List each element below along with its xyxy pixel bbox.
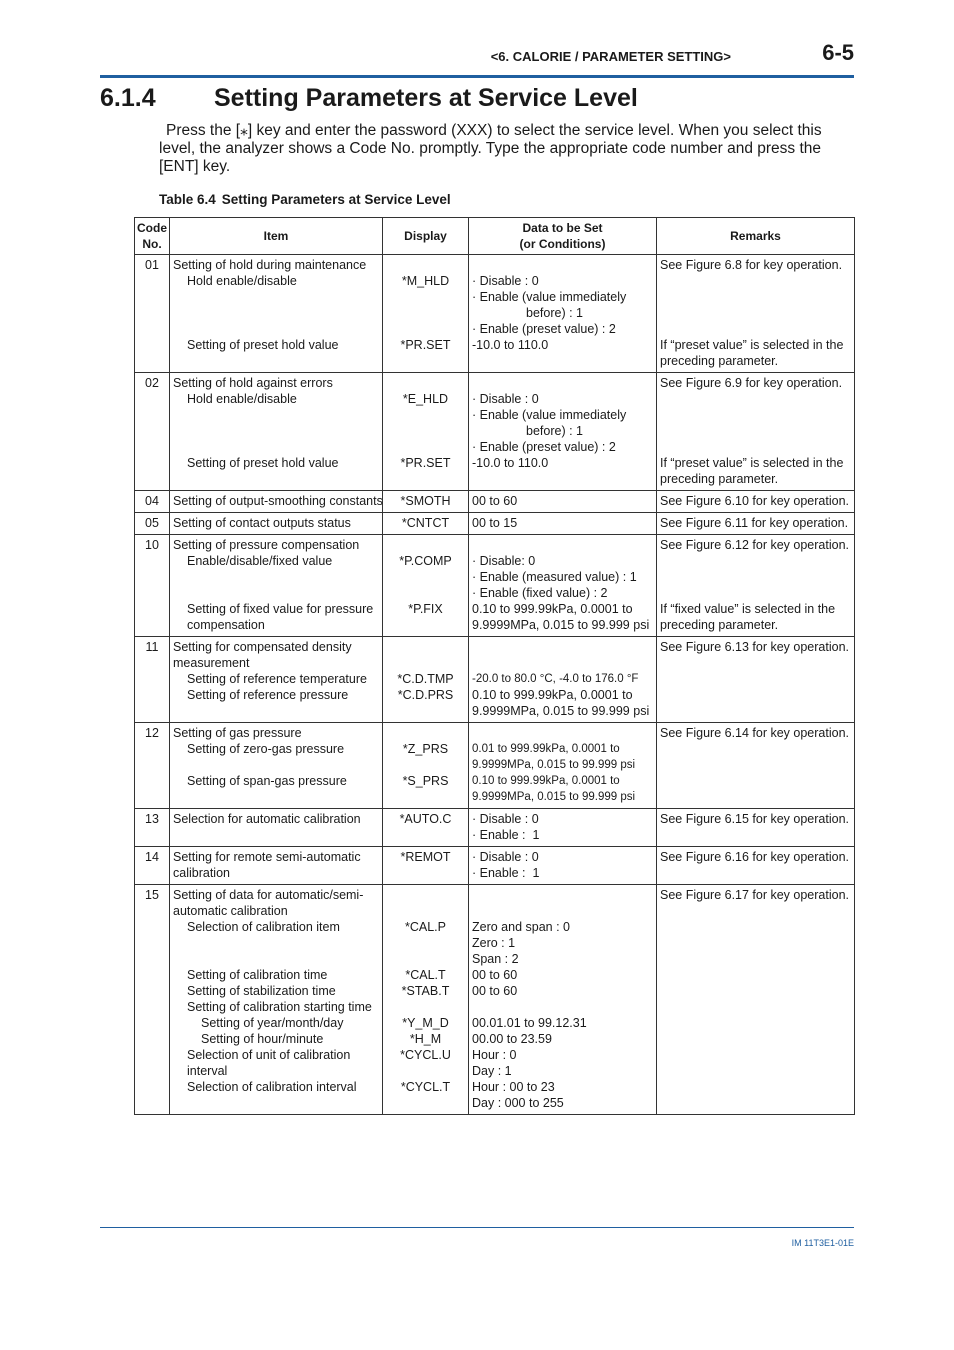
- data-line: Hour : 00 to 23: [472, 1080, 555, 1094]
- intro-paragraph: [159, 122, 859, 176]
- item-line: Hold enable/disable: [187, 274, 297, 288]
- remarks-line: [660, 687, 851, 703]
- section-heading: [100, 84, 854, 113]
- item-line: Setting of preset hold value: [187, 456, 339, 470]
- header-section-title: <6. CALORIE / PARAMETER SETTING>: [490, 49, 731, 64]
- display-cell: [383, 847, 469, 885]
- data-cell: [469, 255, 657, 373]
- item-cell: [170, 723, 383, 809]
- code-no-cell: 15: [135, 885, 170, 1115]
- data-line: Hour : 0: [472, 1048, 517, 1062]
- display-line: [386, 1095, 465, 1111]
- data-line: 9.9999MPa, 0.015 to 99.999 psi: [472, 759, 636, 771]
- remarks-cell: [657, 847, 855, 885]
- remarks-line: [660, 773, 851, 789]
- item-line: [173, 951, 379, 967]
- display-line: *REMOT: [400, 850, 451, 864]
- display-cell: [383, 255, 469, 373]
- display-line: *SMOTH: [400, 494, 451, 508]
- asterisk-key-glyph: ⁎: [240, 122, 248, 139]
- display-line: *CYCL.T: [400, 1080, 451, 1094]
- remarks-line: preceding parameter.: [660, 618, 779, 632]
- item-line: [173, 407, 379, 423]
- code-no-cell: 01: [135, 255, 170, 373]
- item-line: [173, 353, 379, 369]
- table-caption-label: Table 6.4: [159, 192, 216, 207]
- display-cell: [383, 809, 469, 847]
- item-cell: [170, 373, 383, 491]
- display-line: [386, 703, 465, 719]
- display-cell: [383, 513, 469, 535]
- display-cell: [383, 723, 469, 809]
- remarks-cell: [657, 723, 855, 809]
- display-line: [386, 617, 465, 633]
- item-line: Setting of year/month/day: [201, 1016, 344, 1030]
- data-line: 00 to 60: [472, 968, 518, 982]
- item-line: compensation: [187, 618, 265, 632]
- remarks-line: See Figure 6.14 for key operation.: [660, 726, 850, 740]
- remarks-line: See Figure 6.17 for key operation.: [660, 888, 850, 902]
- table-row: [135, 373, 855, 491]
- header-page-number: 6-5: [822, 40, 854, 65]
- display-line: [386, 1063, 465, 1079]
- table-row: [135, 491, 855, 513]
- item-line: Hold enable/disable: [187, 392, 297, 406]
- display-line: *CNTCT: [401, 516, 450, 530]
- remarks-line: [660, 827, 851, 843]
- data-line: 00 to 60: [472, 984, 518, 998]
- data-cell: [469, 491, 657, 513]
- display-line: *CAL.P: [405, 920, 446, 934]
- display-line: [386, 655, 465, 671]
- item-cell: [170, 637, 383, 723]
- display-line: [386, 951, 465, 967]
- table-header-row: [135, 218, 855, 255]
- data-line: Day : 000 to 255: [472, 1096, 564, 1110]
- table-row: [135, 809, 855, 847]
- item-cell: [170, 491, 383, 513]
- data-line: [472, 655, 653, 671]
- display-cell: [383, 491, 469, 513]
- item-line: [173, 827, 379, 843]
- item-line: calibration: [173, 866, 230, 880]
- data-line: [472, 257, 653, 273]
- item-line: Setting of pressure compensation: [173, 538, 360, 552]
- data-line: · Enable : 1: [472, 866, 540, 880]
- data-cell: [469, 513, 657, 535]
- item-line: Setting of hold during maintenance: [173, 258, 367, 272]
- display-line: [386, 569, 465, 585]
- table-row: [135, 255, 855, 373]
- remarks-line: See Figure 6.8 for key operation.: [660, 258, 843, 272]
- header-code-no: [135, 218, 170, 255]
- data-line: before) : 1: [526, 306, 583, 320]
- remarks-line: [660, 1079, 851, 1095]
- remarks-cell: [657, 535, 855, 637]
- remarks-line: [660, 1095, 851, 1111]
- intro-text-before-key: Press the [: [166, 122, 241, 139]
- code-no-cell: 12: [135, 723, 170, 809]
- header-remarks: Remarks: [657, 218, 855, 255]
- item-line: [173, 789, 379, 805]
- item-line: Setting of stabilization time: [187, 984, 336, 998]
- item-line: Selection of calibration item: [187, 920, 340, 934]
- remarks-line: [660, 553, 851, 569]
- display-line: [386, 257, 465, 273]
- data-line: · Enable (preset value) : 2: [472, 322, 616, 336]
- header-data-to-be-set: [469, 218, 657, 255]
- code-no-cell: 05: [135, 513, 170, 535]
- remarks-line: [660, 321, 851, 337]
- remarks-line: See Figure 6.12 for key operation.: [660, 538, 850, 552]
- item-line: [173, 569, 379, 585]
- service-level-parameters-table: [134, 217, 855, 1115]
- data-line: · Enable (preset value) : 2: [472, 440, 616, 454]
- remarks-cell: [657, 885, 855, 1115]
- remarks-cell: [657, 491, 855, 513]
- data-line: 9.9999MPa, 0.015 to 99.999 psi: [472, 618, 650, 632]
- remarks-cell: [657, 373, 855, 491]
- display-line: *Y_M_D: [402, 1016, 449, 1030]
- display-line: *Z_PRS: [402, 742, 449, 756]
- display-line: [386, 439, 465, 455]
- item-line: Setting of calibration starting time: [187, 1000, 372, 1014]
- remarks-line: [660, 903, 851, 919]
- data-line: [472, 999, 653, 1015]
- data-line: [472, 537, 653, 553]
- display-line: [386, 423, 465, 439]
- item-line: Setting of reference pressure: [187, 688, 349, 702]
- display-line: [386, 865, 465, 881]
- remarks-line: [660, 423, 851, 439]
- item-line: Setting of reference temperature: [187, 672, 367, 686]
- code-no-cell: 04: [135, 491, 170, 513]
- display-line: *CAL.T: [405, 968, 446, 982]
- item-line: [173, 585, 379, 601]
- display-line: *AUTO.C: [399, 812, 452, 826]
- remarks-line: See Figure 6.10 for key operation.: [660, 494, 850, 508]
- display-line: [386, 537, 465, 553]
- display-line: [386, 639, 465, 655]
- item-line: Setting for remote semi-automatic: [173, 850, 361, 864]
- section-number: 6.1.4: [100, 84, 156, 112]
- display-line: *C.D.TMP: [397, 672, 454, 686]
- remarks-line: See Figure 6.13 for key operation.: [660, 640, 850, 654]
- code-no-cell: 10: [135, 535, 170, 637]
- table-row: [135, 885, 855, 1115]
- display-line: [386, 789, 465, 805]
- data-cell: [469, 637, 657, 723]
- item-cell: [170, 885, 383, 1115]
- data-line: · Enable (value immediately: [472, 290, 627, 304]
- data-line: · Disable : 0: [472, 850, 539, 864]
- display-line: [386, 935, 465, 951]
- item-cell: [170, 847, 383, 885]
- data-line: · Enable (fixed value) : 2: [472, 586, 608, 600]
- remarks-line: [660, 983, 851, 999]
- display-line: [386, 407, 465, 423]
- data-line: 0.10 to 999.99kPa, 0.0001 to: [472, 775, 620, 787]
- remarks-line: preceding parameter.: [660, 472, 779, 486]
- display-line: *PR.SET: [400, 338, 451, 352]
- item-line: [173, 703, 379, 719]
- data-line: 00.00 to 23.59: [472, 1032, 552, 1046]
- remarks-cell: [657, 809, 855, 847]
- remarks-line: [660, 999, 851, 1015]
- item-cell: [170, 809, 383, 847]
- remarks-line: [660, 789, 851, 805]
- data-line: · Enable : 1: [472, 828, 540, 842]
- remarks-line: [660, 289, 851, 305]
- remarks-line: [660, 967, 851, 983]
- header-display: Display: [383, 218, 469, 255]
- display-line: *C.D.PRS: [397, 688, 454, 702]
- item-cell: [170, 255, 383, 373]
- item-line: Setting of zero-gas pressure: [187, 742, 345, 756]
- item-line: Setting of fixed value for pressure: [187, 602, 374, 616]
- item-line: automatic calibration: [173, 904, 288, 918]
- remarks-line: See Figure 6.16 for key operation.: [660, 850, 850, 864]
- remarks-line: [660, 757, 851, 773]
- data-cell: [469, 885, 657, 1115]
- item-line: Setting of data for automatic/semi-: [173, 888, 364, 902]
- item-line: Selection of calibration interval: [187, 1080, 357, 1094]
- code-no-cell: 02: [135, 373, 170, 491]
- display-line: [386, 725, 465, 741]
- page-footer: [100, 1227, 854, 1248]
- display-line: [386, 827, 465, 843]
- display-line: *P.FIX: [408, 602, 443, 616]
- data-line: [472, 725, 653, 741]
- display-cell: [383, 373, 469, 491]
- remarks-line: [660, 1063, 851, 1079]
- display-line: *H_M: [409, 1032, 442, 1046]
- display-cell: [383, 885, 469, 1115]
- display-cell: [383, 535, 469, 637]
- display-line: [386, 321, 465, 337]
- remarks-line: See Figure 6.9 for key operation.: [660, 376, 843, 390]
- display-line: [386, 375, 465, 391]
- item-line: [173, 1095, 379, 1111]
- item-line: measurement: [173, 656, 250, 670]
- remarks-line: See Figure 6.11 for key operation.: [660, 516, 849, 530]
- data-line: [472, 353, 653, 369]
- display-line: *E_HLD: [402, 392, 449, 406]
- item-line: interval: [187, 1064, 228, 1078]
- remarks-line: [660, 391, 851, 407]
- display-line: [386, 353, 465, 369]
- remarks-line: [660, 439, 851, 455]
- item-line: [173, 321, 379, 337]
- data-line: 00 to 60: [472, 494, 518, 508]
- data-line: Day : 1: [472, 1064, 512, 1078]
- remarks-line: If “preset value” is selected in the: [660, 338, 844, 352]
- data-cell: [469, 809, 657, 847]
- section-title: Setting Parameters at Service Level: [214, 84, 638, 112]
- table-caption-title: Setting Parameters at Service Level: [221, 192, 451, 207]
- data-line: -10.0 to 110.0: [472, 456, 549, 470]
- item-line: Selection for automatic calibration: [173, 812, 361, 826]
- display-line: [386, 903, 465, 919]
- remarks-line: [660, 741, 851, 757]
- intro-text-after-key: ] key and enter the password (XXX) to select the service level. When you select this level, the analyzer shows a Code No. promptly. Type the appropriate code number and press the [ENT] key.: [159, 122, 822, 175]
- remarks-line: [660, 273, 851, 289]
- item-cell: [170, 535, 383, 637]
- data-line: -10.0 to 110.0: [472, 338, 549, 352]
- remarks-line: [660, 951, 851, 967]
- code-no-cell: 13: [135, 809, 170, 847]
- display-cell: [383, 637, 469, 723]
- code-no-cell: 11: [135, 637, 170, 723]
- header-data-to-be-set-text: Data to be Set (or Conditions): [519, 221, 606, 251]
- display-line: *STAB.T: [401, 984, 450, 998]
- remarks-line: preceding parameter.: [660, 354, 779, 368]
- data-line: · Disable : 0: [472, 392, 539, 406]
- remarks-line: [660, 585, 851, 601]
- table-caption: [159, 192, 451, 207]
- data-line: 0.10 to 999.99kPa, 0.0001 to: [472, 688, 633, 702]
- item-line: Setting for compensated density: [173, 640, 352, 654]
- table-row: [135, 723, 855, 809]
- item-line: Setting of output-smoothing constants: [173, 494, 383, 508]
- display-line: *M_HLD: [401, 274, 450, 288]
- remarks-line: [660, 919, 851, 935]
- display-line: [386, 305, 465, 321]
- item-line: [173, 471, 379, 487]
- code-no-cell: 14: [135, 847, 170, 885]
- footer-document-id: IM 11T3E1-01E: [791, 1238, 854, 1248]
- remarks-line: [660, 305, 851, 321]
- display-line: [386, 887, 465, 903]
- item-line: Setting of preset hold value: [187, 338, 339, 352]
- data-cell: [469, 723, 657, 809]
- display-line: [386, 757, 465, 773]
- display-line: [386, 471, 465, 487]
- table-row: [135, 513, 855, 535]
- table-row: [135, 535, 855, 637]
- remarks-line: [660, 569, 851, 585]
- item-line: [173, 439, 379, 455]
- item-line: Enable/disable/fixed value: [187, 554, 333, 568]
- data-line: · Disable: 0: [472, 554, 536, 568]
- item-cell: [170, 513, 383, 535]
- remarks-line: [660, 935, 851, 951]
- data-line: · Enable (value immediately: [472, 408, 627, 422]
- item-line: Setting of calibration time: [187, 968, 328, 982]
- data-cell: [469, 535, 657, 637]
- remarks-cell: [657, 255, 855, 373]
- item-line: [173, 757, 379, 773]
- data-line: 9.9999MPa, 0.015 to 99.999 psi: [472, 791, 636, 803]
- display-line: [386, 999, 465, 1015]
- data-line: Span : 2: [472, 952, 519, 966]
- remarks-line: [660, 1031, 851, 1047]
- data-line: [472, 639, 653, 655]
- display-line: *CYCL.U: [400, 1048, 451, 1062]
- item-line: [173, 423, 379, 439]
- data-cell: [469, 847, 657, 885]
- display-line: [386, 289, 465, 305]
- data-line: · Enable (measured value) : 1: [472, 570, 637, 584]
- remarks-line: If “preset value” is selected in the: [660, 456, 844, 470]
- data-line: [472, 471, 653, 487]
- data-line: [472, 903, 653, 919]
- data-line: Zero and span : 0: [472, 920, 570, 934]
- table-row: [135, 637, 855, 723]
- item-line: Setting of span-gas pressure: [187, 774, 347, 788]
- page-header: [100, 40, 854, 78]
- display-line: *P.COMP: [399, 554, 452, 568]
- data-line: [472, 887, 653, 903]
- table-row: [135, 847, 855, 885]
- item-line: [173, 305, 379, 321]
- item-line: Selection of unit of calibration: [187, 1048, 351, 1062]
- item-line: [173, 289, 379, 305]
- item-line: Setting of hour/minute: [201, 1032, 324, 1046]
- data-line: -20.0 to 80.0 °C, -4.0 to 176.0 °F: [472, 673, 639, 685]
- header-code-no-text: Code No.: [137, 221, 167, 251]
- remarks-line: [660, 1047, 851, 1063]
- item-line: Setting of contact outputs status: [173, 516, 351, 530]
- data-line: · Disable : 0: [472, 274, 539, 288]
- remarks-cell: [657, 513, 855, 535]
- data-line: 00.01.01 to 99.12.31: [472, 1016, 587, 1030]
- display-line: [386, 585, 465, 601]
- remarks-line: See Figure 6.15 for key operation.: [660, 812, 850, 826]
- item-line: [173, 935, 379, 951]
- remarks-line: [660, 1015, 851, 1031]
- remarks-line: [660, 407, 851, 423]
- remarks-line: If “fixed value” is selected in the: [660, 602, 836, 616]
- data-line: Zero : 1: [472, 936, 516, 950]
- remarks-line: [660, 703, 851, 719]
- data-line: 00 to 15: [472, 516, 518, 530]
- display-line: *S_PRS: [402, 774, 449, 788]
- remarks-line: [660, 865, 851, 881]
- remarks-line: [660, 655, 851, 671]
- header-item: Item: [170, 218, 383, 255]
- remarks-line: [660, 671, 851, 687]
- remarks-cell: [657, 637, 855, 723]
- data-line: · Disable : 0: [472, 812, 539, 826]
- data-line: 0.10 to 999.99kPa, 0.0001 to: [472, 602, 633, 616]
- item-line: Setting of gas pressure: [173, 726, 302, 740]
- item-line: Setting of hold against errors: [173, 376, 333, 390]
- data-line: [472, 375, 653, 391]
- display-line: *PR.SET: [400, 456, 451, 470]
- data-line: before) : 1: [526, 424, 583, 438]
- data-cell: [469, 373, 657, 491]
- data-line: 9.9999MPa, 0.015 to 99.999 psi: [472, 704, 650, 718]
- data-line: 0.01 to 999.99kPa, 0.0001 to: [472, 743, 620, 755]
